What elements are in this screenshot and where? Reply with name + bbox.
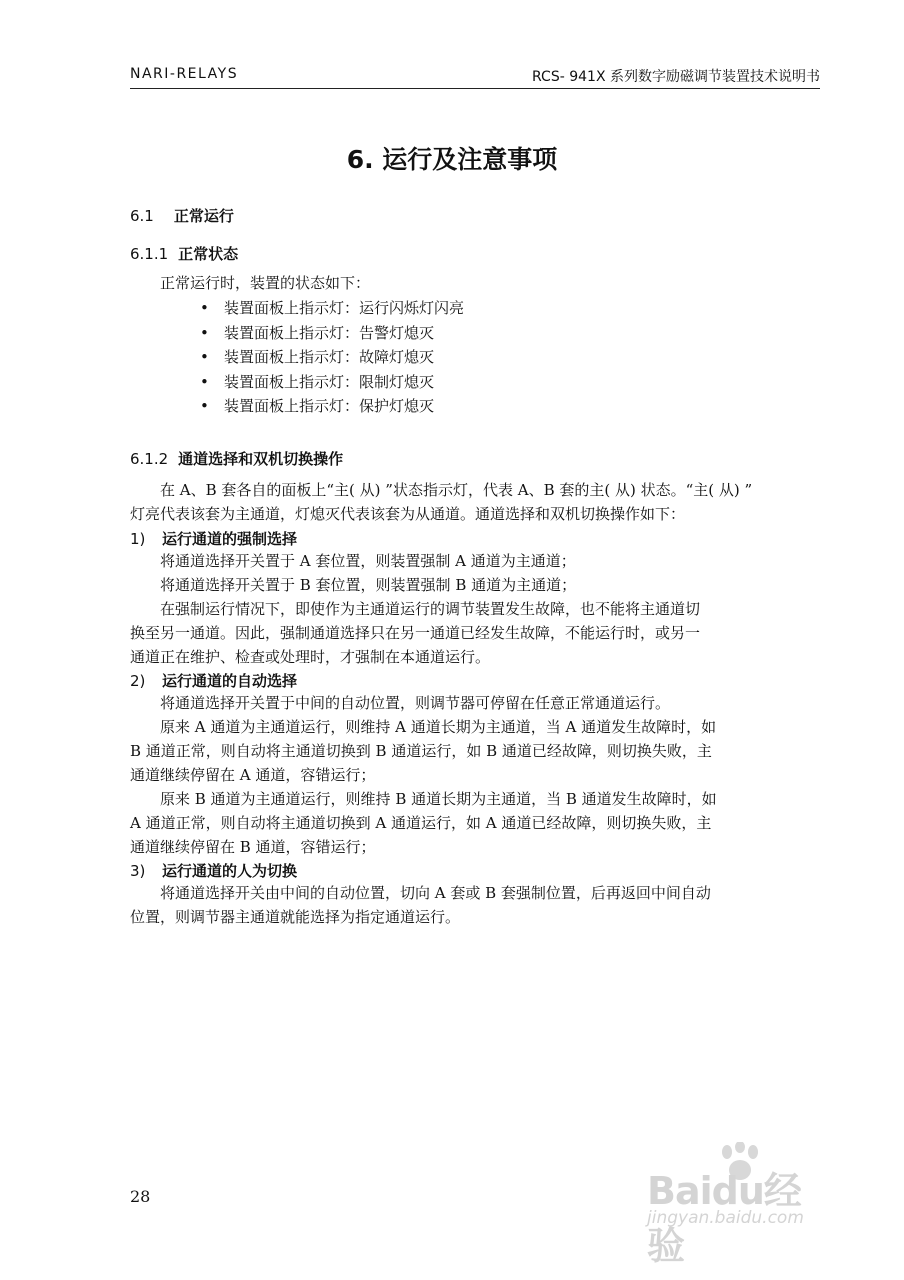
chapter-title: 6. 运行及注意事项: [346, 145, 558, 174]
section-number: 6.1: [130, 207, 154, 225]
section-title: 正常状态: [178, 245, 239, 263]
item-heading-2: 2) 运行通道的自动选择: [130, 672, 298, 690]
paragraph-line: B 通道正常，则自动将主通道切换到 B 通道运行，如 B 通道已经故障，则切换失败，主: [130, 742, 712, 760]
section-number: 6.1.1: [130, 245, 169, 263]
section-heading-6-1: [130, 205, 234, 226]
page-header: [130, 64, 820, 89]
section-heading-6-1-2: [130, 448, 343, 469]
paragraph-line: 灯亮代表该套为主通道，灯熄灭代表该套为从通道。通道选择和双机切换操作如下：: [130, 505, 686, 523]
watermark-brand: Baidu经验: [647, 1169, 801, 1268]
section-heading-6-1-1: [130, 243, 238, 264]
paragraph-line: 将通道选择开关置于 A 套位置，则装置强制 A 通道为主通道；: [160, 552, 576, 570]
item-heading-1: 1) 运行通道的强制选择: [130, 530, 298, 548]
paragraph-line: A 通道正常，则自动将主通道切换到 A 通道运行，如 A 通道已经故障，则切换失败，主: [130, 814, 712, 832]
paragraph-line: 通道继续停留在 A 通道，容错运行；: [130, 766, 376, 784]
section-title: 通道选择和双机切换操作: [178, 450, 344, 468]
paragraph-line: 原来 B 通道为主通道运行，则维持 B 通道长期为主通道，当 B 通道发生故障时，如: [160, 790, 717, 808]
paragraph-line: 位置，则调节器主通道就能选择为指定通道运行。: [130, 908, 461, 926]
list-item: • 装置面板上指示灯：告警灯熄灭: [200, 323, 435, 342]
header-company: NARI-RELAYS: [130, 66, 239, 82]
paragraph-line: 通道正在维护、检查或处理时，才强制在本通道运行。: [130, 648, 491, 666]
paragraph-line: 通道继续停留在 B 通道，容错运行；: [130, 838, 376, 856]
list-item: • 装置面板上指示灯：保护灯熄灭: [200, 397, 435, 415]
paragraph: 正常运行时，装置的状态如下：: [160, 274, 371, 292]
section-number: 6.1.2: [130, 450, 169, 468]
status-bullet-list: [200, 297, 464, 420]
item-heading-3: 3) 运行通道的人为切换: [130, 862, 298, 880]
list-item: • 装置面板上指示灯：限制灯熄灭: [200, 372, 435, 391]
paragraph-line: 在 A、B 套各自的面板上“主( 从) ”状态指示灯，代表 A、B 套的主( 从) 状态。“主( 从) ”: [160, 481, 753, 499]
paragraph-line: 将通道选择开关置于中间的自动位置，则调节器可停留在任意正常通道运行。: [160, 694, 671, 712]
baidu-jingyan-watermark: [645, 1142, 835, 1268]
paragraph-line: 将通道选择开关由中间的自动位置，切向 A 套或 B 套强制位置，后再返回中间自动: [160, 884, 711, 902]
paragraph-line: 原来 A 通道为主通道运行，则维持 A 通道长期为主通道，当 A 通道发生故障时，如: [160, 718, 717, 736]
page-number: 28: [130, 1187, 151, 1206]
watermark-url: jingyan.baidu.com: [647, 1208, 804, 1228]
paragraph-line: 将通道选择开关置于 B 套位置，则装置强制 B 通道为主通道；: [160, 576, 577, 594]
section-title: 正常运行: [173, 207, 234, 225]
list-item: • 装置面板上指示灯：运行闪烁灯闪亮: [200, 299, 465, 317]
paragraph-line: 换至另一通道。因此，强制通道选择只在另一通道已经发生故障，不能运行时，或另一: [130, 624, 701, 642]
header-doc-title: RCS- 941X 系列数字励磁调节装置技术说明书: [532, 69, 820, 85]
paragraph-line: 在强制运行情况下，即使作为主通道运行的调节装置发生故障，也不能将主通道切: [160, 600, 701, 618]
list-item: • 装置面板上指示灯：故障灯熄灭: [200, 348, 435, 366]
